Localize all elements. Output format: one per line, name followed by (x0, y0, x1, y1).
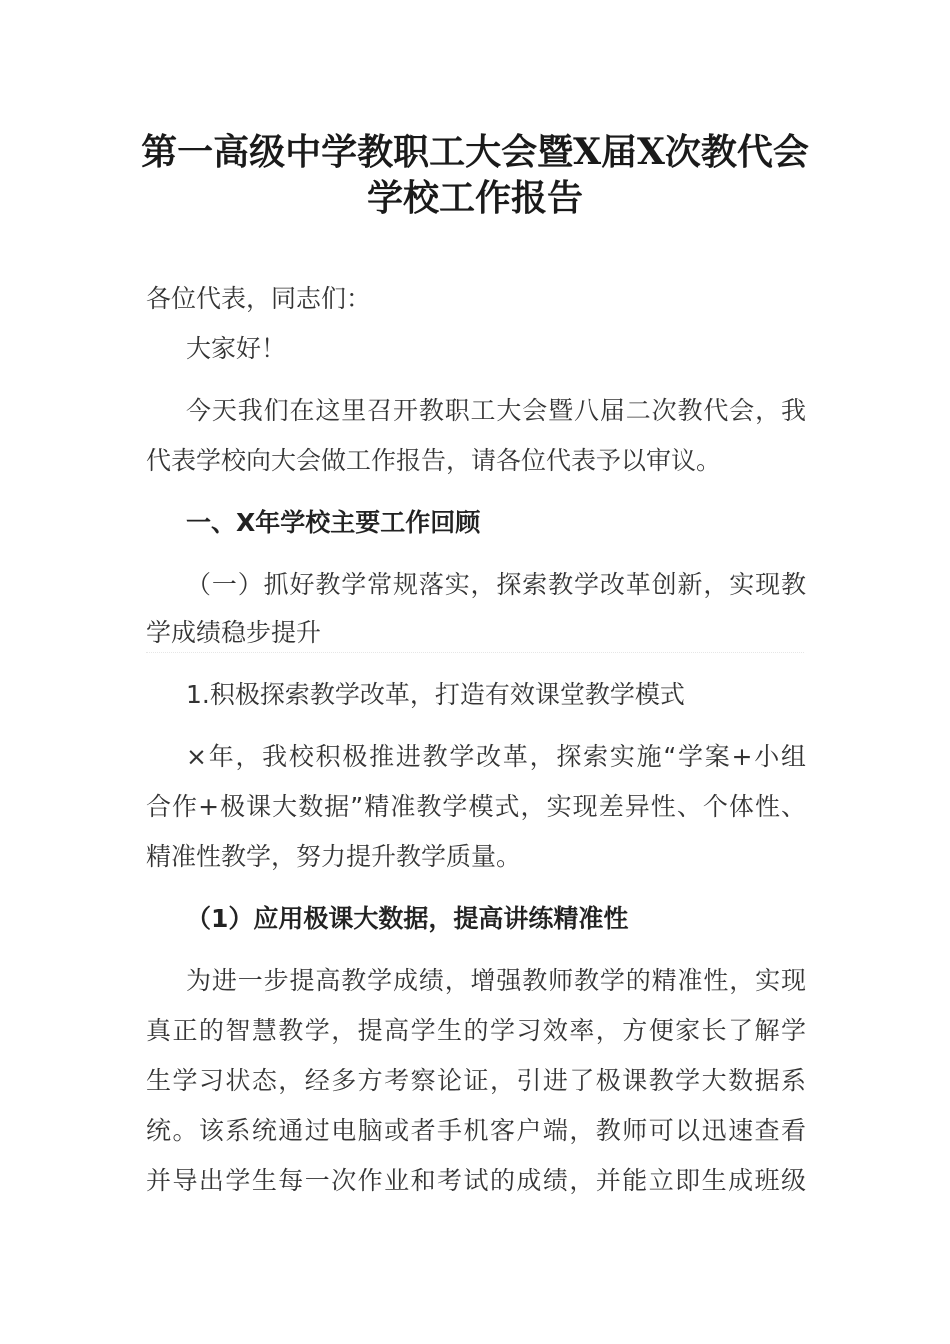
document-title-line-2: 学校工作报告 (366, 177, 583, 219)
point-heading: （1）应用极课大数据，提高讲练精准性 (186, 904, 629, 933)
section-heading: 一、X年学校主要工作回顾 (186, 508, 481, 537)
paragraph-line: 合作+极课大数据”精准教学模式，实现差异性、个体性、 (146, 792, 806, 821)
subsection-heading-line: （一）抓好教学常规落实，探索教学改革创新，实现教 (186, 570, 806, 599)
paragraph-line: 真正的智慧教学，提高学生的学习效率，方便家长了解学 (146, 1016, 806, 1045)
greeting: 大家好！ (186, 334, 287, 363)
paragraph-line: 并导出学生每一次作业和考试的成绩，并能立即生成班级 (146, 1166, 806, 1195)
item-heading: 1.积极探索教学改革，打造有效课堂教学模式 (186, 680, 685, 709)
intro-line: 代表学校向大会做工作报告，请各位代表予以审议。 (146, 446, 722, 475)
paragraph-line: 生学习状态，经多方考察论证，引进了极课教学大数据系 (146, 1066, 806, 1095)
salutation: 各位代表，同志们： (146, 284, 372, 313)
intro-line: 今天我们在这里召开教职工大会暨八届二次教代会，我 (186, 396, 806, 425)
document-title-line-1: 第一高级中学教职工大会暨Ⅹ届Ⅹ次教代会 (141, 131, 809, 173)
paragraph-line: ×年，我校积极推进教学改革，探索实施“学案+小组 (186, 742, 806, 771)
paragraph-line: 精准性教学，努力提升教学质量。 (146, 842, 522, 871)
subsection-heading-line: 学成绩稳步提升 (146, 618, 322, 647)
faint-divider (146, 652, 804, 653)
paragraph-line: 为进一步提高教学成绩，增强教师教学的精准性，实现 (186, 966, 806, 995)
paragraph-line: 统。该系统通过电脑或者手机客户端，教师可以迅速查看 (146, 1116, 806, 1145)
